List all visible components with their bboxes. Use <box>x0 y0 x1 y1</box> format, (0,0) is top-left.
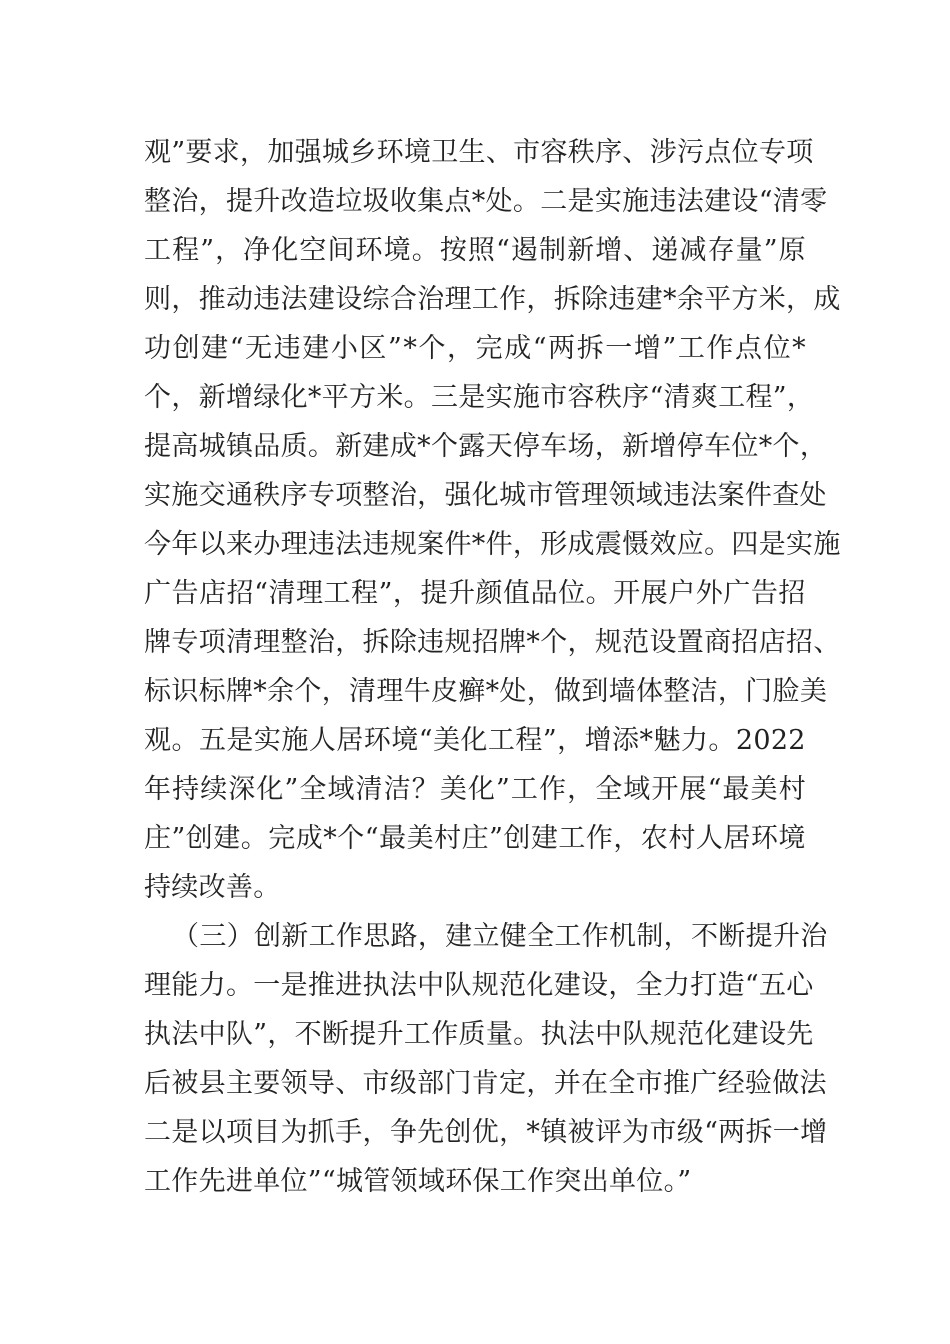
text-line-last: 工作先进单位”“城管领域环保工作突出单位。” <box>144 1166 692 1197</box>
text-line: 标 识 标 牌 * 余 个 ， 清 理 牛 皮 癣 * 处 ， 做 到 墙 体 整 洁 ， 门 脸 美 <box>144 676 828 707</box>
text-line: 今 年 以 来 办 理 违 法 违 规 案 件 * 件 ， 形 成 震 慑 效 应 。 四 是 实 施 <box>144 529 841 560</box>
text-line: 年 持 续 深 化 ” 全 域 清 洁 ？ 美 化 ” 工 作 ， 全 域 开 展 “ 最 美 村 <box>144 774 806 805</box>
text-line: 二 是 以 项 目 为 抓 手 ， 争 先 创 优 ， * 镇 被 评 为 市 级 “ 两 拆 一 增 <box>144 1117 828 1148</box>
paragraph-1 <box>144 128 841 912</box>
text-line: （ 三 ） 创 新 工 作 思 路 ， 建 立 健 全 工 作 机 制 ， 不 断 提 升 治 <box>172 921 828 952</box>
text-line-last: 持续改善。 <box>144 872 281 903</box>
text-line: 提 高 城 镇 品 质 。 新 建 成 * 个 露 天 停 车 场 ， 新 增 停 车 位 * 个 ， <box>144 431 828 462</box>
text-line: 实 施 交 通 秩 序 专 项 整 治 ， 强 化 城 市 管 理 领 域 违 法 案 件 查 处 <box>144 480 827 511</box>
text-line: 功 创 建 “ 无 违 建 小 区 ” * 个 ， 完 成 “ 两 拆 一 增 ” 工 作 点 位 * <box>144 333 806 364</box>
text-line: 广 告 店 招 “ 清 理 工 程 ” ， 提 升 颜 值 品 位 。 开 展 户 外 广 告 招 <box>144 578 806 609</box>
paragraph-2 <box>144 912 828 1206</box>
text-line: 工 程 ” ， 净 化 空 间 环 境 。 按 照 “ 遏 制 新 增 、 递 减 存 量 ” 原 <box>144 235 806 266</box>
text-line: 观 ” 要 求 ， 加 强 城 乡 环 境 卫 生 、 市 容 秩 序 、 涉 污 点 位 专 项 <box>144 137 814 168</box>
text-line: 理 能 力 。 一 是 推 进 执 法 中 队 规 范 化 建 设 ， 全 力 打 造 “ 五 心 <box>144 970 814 1001</box>
text-line: 后 被 县 主 要 领 导 、 市 级 部 门 肯 定 ， 并 在 全 市 推 广 经 验 做 法 <box>144 1068 827 1099</box>
text-line: 庄 ” 创 建 。 完 成 * 个 “ 最 美 村 庄 ” 创 建 工 作 ， 农 村 人 居 环 境 <box>144 823 806 854</box>
text-line: 观 。 五 是 实 施 人 居 环 境 “ 美 化 工 程 ” ， 增 添 * 魅 力 。 2022 <box>144 725 806 756</box>
text-line: 牌 专 项 清 理 整 治 ， 拆 除 违 规 招 牌 * 个 ， 规 范 设 置 商 招 店 招 、 <box>144 627 841 658</box>
document-body <box>144 128 841 1206</box>
text-line: 整 治 ， 提 升 改 造 垃 圾 收 集 点 * 处 。 二 是 实 施 违 法 建 设 “ 清 零 <box>144 186 828 217</box>
text-line: 执 法 中 队 ” ， 不 断 提 升 工 作 质 量 。 执 法 中 队 规 范 化 建 设 先 <box>144 1019 814 1050</box>
text-line: 个 ， 新 增 绿 化 * 平 方 米 。 三 是 实 施 市 容 秩 序 “ 清 爽 工 程 ” ， <box>144 382 815 413</box>
text-line: 则 ， 推 动 违 法 建 设 综 合 治 理 工 作 ， 拆 除 违 建 * 余 平 方 米 ， 成 <box>144 284 841 315</box>
